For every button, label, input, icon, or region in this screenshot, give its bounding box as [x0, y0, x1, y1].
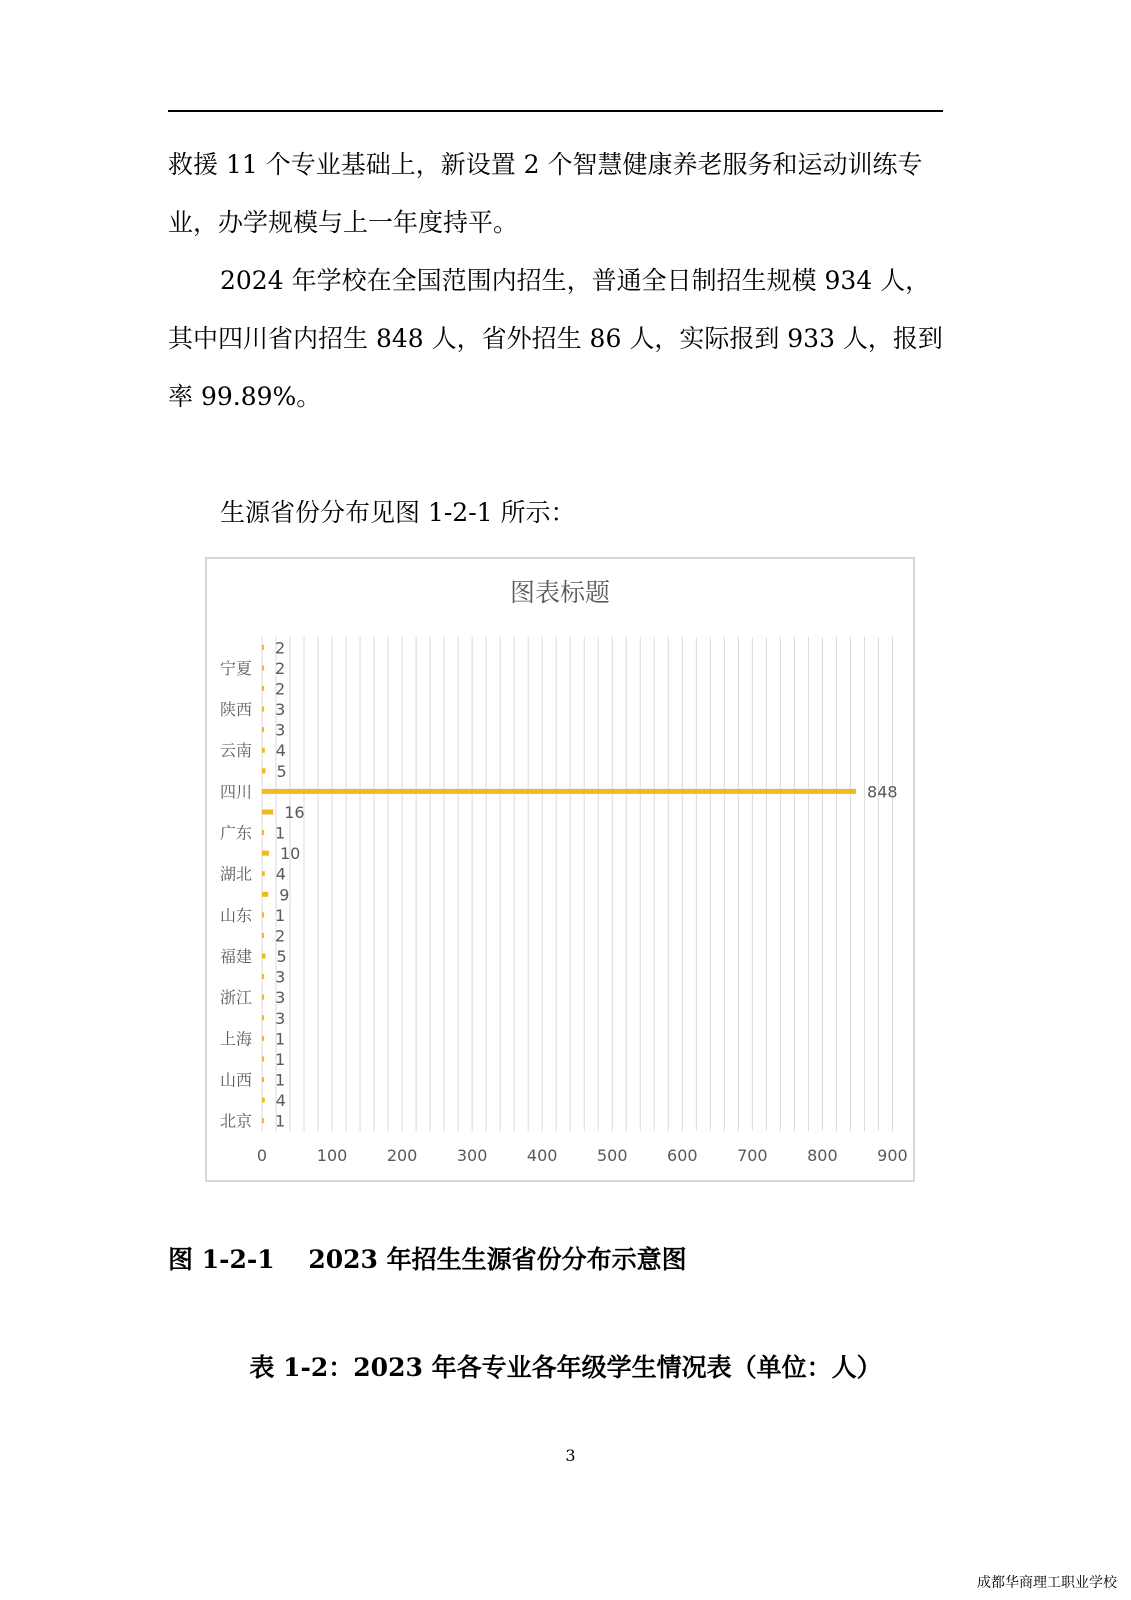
data-label: 1: [275, 823, 286, 843]
data-label: 1: [275, 1029, 286, 1049]
paragraph-2: [168, 252, 943, 426]
data-label: 4: [275, 741, 286, 761]
figure-caption: 图 1-2-1 2023 年招生生源省份分布示意图: [168, 1245, 687, 1274]
bar: [262, 892, 268, 897]
data-label: 1: [275, 905, 286, 925]
bar: [262, 974, 264, 979]
bar: [262, 768, 266, 773]
data-label: 3: [275, 1008, 286, 1028]
x-tick-label: 200: [386, 1146, 418, 1165]
category-label: 浙江: [219, 988, 252, 1008]
data-label: 5: [276, 947, 287, 967]
paragraph-2-line-3: 率 99.89%。: [168, 382, 322, 411]
bar: [262, 1098, 265, 1103]
bar: [262, 645, 264, 650]
data-label: 16: [284, 802, 305, 822]
bar: [262, 665, 264, 670]
bar: [262, 727, 264, 732]
data-label: 1: [275, 1111, 286, 1131]
chart-svg: [207, 559, 913, 1180]
bar: [262, 830, 264, 835]
bar: [262, 1015, 264, 1020]
bar: [262, 748, 265, 753]
data-label: 2: [275, 926, 286, 946]
paragraph-2-line-2: 其中四川省内招生 848 人，省外招生 86 人，实际报到 933 人，报到: [168, 324, 943, 353]
category-label: 四川: [219, 782, 252, 802]
bar: [262, 686, 264, 691]
paragraph-1: [168, 136, 943, 252]
bar: [262, 933, 264, 938]
data-label: 1: [275, 1049, 286, 1069]
category-label: 福建: [219, 947, 252, 967]
header-rule: [168, 110, 943, 112]
data-label: 9: [279, 885, 290, 905]
chart-title: 图表标题: [509, 578, 610, 607]
paragraph-2-line-1: 2024 年学校在全国范围内招生，普通全日制招生规模 934 人，: [220, 266, 931, 295]
bar: [262, 1118, 264, 1123]
bar: [262, 707, 264, 712]
data-label: 3: [275, 988, 286, 1008]
bar: [262, 1056, 264, 1061]
data-label: 4: [275, 864, 286, 884]
category-label: 广东: [219, 823, 252, 843]
table-caption: 表 1-2：2023 年各专业各年级学生情况表（单位：人）: [249, 1353, 882, 1382]
paragraph-1-line-1: 救援 11 个专业基础上，新设置 2 个智慧健康养老服务和运动训练专: [168, 150, 923, 179]
data-label: 3: [275, 720, 286, 740]
x-tick-label: 800: [807, 1146, 838, 1165]
bar: [262, 789, 856, 794]
data-label: 4: [275, 1091, 286, 1111]
category-label: 陕西: [219, 700, 252, 720]
data-label: 3: [275, 967, 286, 987]
province-distribution-chart: [205, 557, 915, 1182]
category-label: 北京: [219, 1111, 252, 1131]
x-tick-label: 300: [456, 1146, 488, 1165]
data-label: 848: [867, 782, 898, 802]
data-label: 10: [280, 844, 301, 864]
data-label: 5: [276, 761, 287, 781]
x-tick-label: 500: [596, 1146, 628, 1165]
bar: [262, 871, 265, 876]
bar: [262, 995, 264, 1000]
data-label: 3: [275, 700, 286, 720]
x-tick-label: 600: [667, 1146, 698, 1165]
x-tick-label: 900: [877, 1146, 908, 1165]
category-label: 湖北: [219, 864, 252, 884]
bar: [262, 1077, 264, 1082]
bar: [262, 954, 266, 959]
data-label: 2: [275, 679, 286, 699]
page-number: 3: [565, 1446, 576, 1465]
category-label: 山西: [219, 1070, 252, 1090]
data-label: 2: [275, 658, 286, 678]
bar: [262, 851, 269, 856]
category-label: 山东: [219, 905, 252, 925]
x-tick-label: 0: [256, 1146, 268, 1165]
paragraph-1-line-2: 业，办学规模与上一年度持平。: [168, 208, 519, 237]
bar: [262, 912, 264, 917]
x-tick-label: 700: [737, 1146, 768, 1165]
category-label: 云南: [219, 741, 252, 761]
category-label: 宁夏: [219, 658, 252, 678]
figure-reference-text: 生源省份分布见图 1-2-1 所示：: [220, 498, 576, 527]
x-tick-label: 400: [526, 1146, 558, 1165]
bar: [262, 1036, 264, 1041]
x-tick-label: 100: [316, 1146, 348, 1165]
paragraph-3: [168, 484, 943, 542]
data-label: 1: [275, 1070, 286, 1090]
category-label: 上海: [219, 1029, 252, 1049]
bar: [262, 809, 273, 814]
data-label: 2: [275, 638, 286, 658]
footer-school-name: 成都华商理工职业学校: [977, 1575, 1117, 1591]
